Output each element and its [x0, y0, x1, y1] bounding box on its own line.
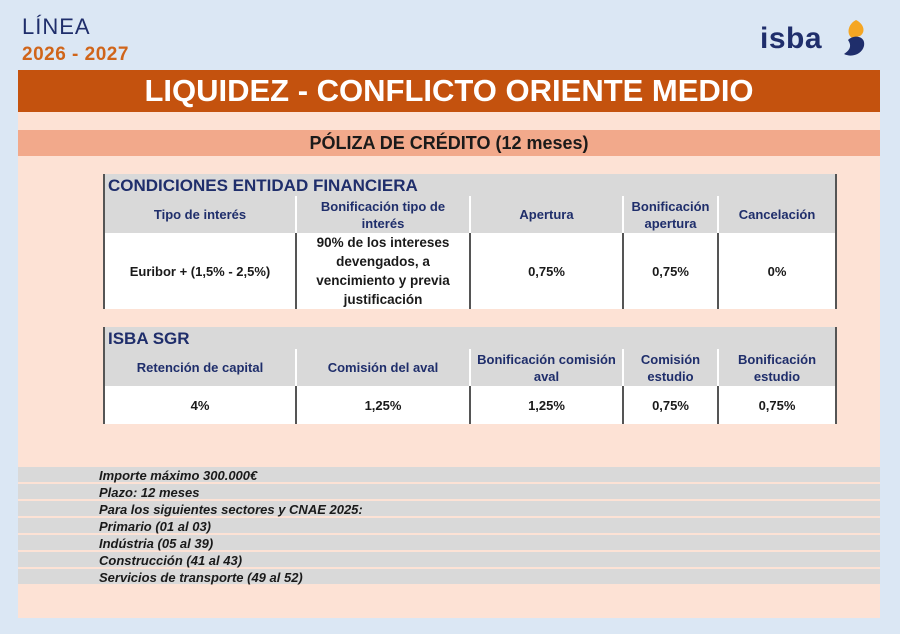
table-header: Tipo de interés — [104, 196, 296, 233]
table-header: Bonificación estudio — [718, 349, 836, 386]
table-header: Bonificación comisión aval — [470, 349, 623, 386]
note-line: Plazo: 12 meses — [18, 484, 880, 499]
note-line: Importe máximo 300.000€ — [18, 467, 880, 482]
isba-logo — [760, 18, 870, 62]
brand-line-label: LÍNEA — [22, 14, 91, 39]
notes-list — [18, 467, 880, 586]
table-cell: 0,75% — [718, 386, 836, 424]
section-title: PÓLIZA DE CRÉDITO (12 meses) — [18, 130, 880, 156]
table-cell: 0,75% — [623, 386, 718, 424]
logo-text: isba — [760, 22, 823, 55]
page-title: LIQUIDEZ - CONFLICTO ORIENTE MEDIO — [18, 70, 880, 112]
note-line: Indústria (05 al 39) — [18, 535, 880, 550]
logo-drop-icon — [840, 18, 870, 58]
table-cell: 1,25% — [296, 386, 470, 424]
table-header: Comisión estudio — [623, 349, 718, 386]
note-line: Servicios de transporte (49 al 52) — [18, 569, 880, 584]
note-line: Para los siguientes sectores y CNAE 2025: — [18, 501, 880, 516]
table-header: Bonificación tipo de interés — [296, 196, 470, 233]
table-cell: Euribor + (1,5% - 2,5%) — [104, 233, 296, 309]
table-cell: 0,75% — [470, 233, 623, 309]
isba-sgr-table — [103, 327, 837, 424]
note-line: Construcción (41 al 43) — [18, 552, 880, 567]
table-header: Apertura — [470, 196, 623, 233]
table-title: ISBA SGR — [104, 327, 836, 349]
note-line: Primario (01 al 03) — [18, 518, 880, 533]
table-header: Cancelación — [718, 196, 836, 233]
table-cell: 90% de los intereses devengados, a vencimiento y previa justificación — [296, 233, 470, 309]
table-cell: 1,25% — [470, 386, 623, 424]
table-header: Bonificación apertura — [623, 196, 718, 233]
financial-conditions-table — [103, 174, 837, 309]
brand-years: 2026 - 2027 — [22, 44, 129, 65]
table-header: Retención de capital — [104, 349, 296, 386]
table-header: Comisión del aval — [296, 349, 470, 386]
table-cell: 4% — [104, 386, 296, 424]
table-cell: 0% — [718, 233, 836, 309]
table-cell: 0,75% — [623, 233, 718, 309]
table-title: CONDICIONES ENTIDAD FINANCIERA — [104, 174, 836, 196]
